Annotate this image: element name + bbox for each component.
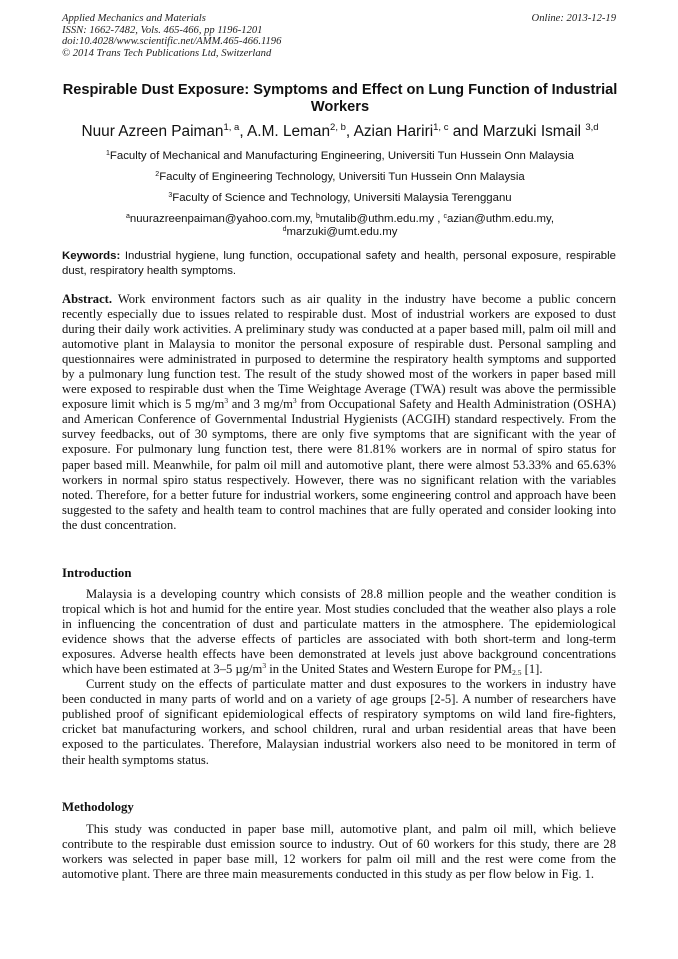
methodology-heading: Methodology bbox=[62, 800, 134, 814]
author-separator: , bbox=[239, 123, 248, 140]
introduction-heading: Introduction bbox=[62, 566, 132, 580]
abstract bbox=[62, 292, 616, 533]
citation: [1]. bbox=[521, 662, 543, 677]
abstract-text: from Occupational Safety and Health Administration (OSHA) and American Conference of Governmental Industrial Hygienists (ACGIH) standard respectively. From the survey feedbacks, out of 30 symptoms, there are only five symptoms that are significant with the year of exposure. For pulmonary lung function test, there were 81.81% workers are in normal of spiro status for paper based mill. Meanwhile, for palm oil mill and automotive plant, there were almost 53.33% and 65.63% workers in normal spiro status respectively. However, there was no significant relation with the variables noted. Therefore, for a better future for industrial workers, some engineering control and approach have been suggested to the safety and health team to control machines that are fully operated and consider looking into the dust concentration. bbox=[62, 397, 616, 532]
superscript: 3 bbox=[224, 396, 229, 406]
author-name: A.M. Leman bbox=[247, 123, 331, 140]
email-marker: d bbox=[282, 225, 287, 233]
keywords-label: Keywords: bbox=[62, 250, 121, 262]
paragraph-text: in the United States and Western Europe for PM bbox=[266, 662, 513, 677]
author-separator: and bbox=[448, 123, 483, 140]
author-name: Marzuki Ismail bbox=[482, 123, 586, 140]
affiliation-text: Faculty of Mechanical and Manufacturing Engineering, Universiti Tun Hussein Onn Malaysia bbox=[109, 150, 574, 162]
author-name: Nuur Azreen Paiman bbox=[81, 123, 224, 140]
affiliation-marker: 2 bbox=[155, 171, 160, 178]
affiliation-marker: 3 bbox=[168, 192, 173, 199]
author-name: Azian Hariri bbox=[353, 123, 434, 140]
keywords bbox=[62, 249, 616, 278]
author-affil-marker: 1, c bbox=[433, 122, 449, 133]
author-affil-marker: 2, b bbox=[330, 122, 346, 133]
paragraph: This study was conducted in paper base mill, automotive plant, and palm oil mill, which believe contribute to the respirable dust emission source to industry. Out of 60 workers for this study, there are 28 workers was selected in paper base mill, 12 workers for palm oil mill and the rest were come from the automotive plant. There are three main measurements conducted in this study as per flow below in Fig. 1. bbox=[62, 822, 616, 882]
paragraph bbox=[62, 587, 616, 677]
email-link[interactable]: mutalib@uthm.edu.my , bbox=[319, 213, 444, 225]
introduction-body bbox=[62, 587, 616, 768]
email-link[interactable]: nuurazreenpaiman@yahoo.com.my, bbox=[129, 213, 316, 225]
email-marker: a bbox=[125, 213, 130, 220]
abstract-text: Work environment factors such as air quality in the industry have become a public concern recently especially due to issues related to respirable dust. Most of industrial workers are exposed to dust during their daily work activities. A preliminary study was conducted at a paper based mill, palm oil mill and automotive plant in Malaysia to monitor the personal exposure of respirable dust. Personal sampling and questionnaires were administrated in purposed to determine the respiratory health symptoms and supported by a pulmonary lung function test. The result of the study showed most of the workers in paper based mill were exposed to respirable dust when the Time Weightage Average (TWA) result was above the permissible exposure limit which is 5 mg/m bbox=[62, 292, 616, 412]
affiliation-text: Faculty of Engineering Technology, Universiti Tun Hussein Onn Malaysia bbox=[159, 171, 525, 183]
author-separator: , bbox=[345, 123, 354, 140]
email-link[interactable]: azian@uthm.edu.my, bbox=[447, 213, 554, 225]
affiliation-marker: 1 bbox=[106, 150, 110, 157]
methodology-body bbox=[62, 822, 616, 882]
author-list bbox=[20, 123, 660, 141]
affiliation-2 bbox=[20, 171, 660, 184]
paragraph-text: Malaysia is a developing country which consists of 28.8 million people and the weather condition is tropical which is hot and humid for the entire year. Most studies concluded that the weather also plays a role in influencing the concentration of dust and particulate matters in the atmosphere. The epidemiological evidence shows that the adverse effects of particles are associated with both short-term and long-term exposures. Adverse health effects have been demonstrated at levels just above background concentrations which have been estimated at 3–5 µg/m bbox=[62, 587, 616, 677]
email-list bbox=[60, 213, 620, 238]
online-date: Online: 2013-12-19 bbox=[531, 13, 616, 24]
author-affil-marker: 3,d bbox=[585, 122, 599, 133]
email-link[interactable]: marzuki@umt.edu.my bbox=[286, 225, 398, 238]
journal-header bbox=[62, 13, 281, 59]
author-affil-marker: 1, a bbox=[223, 122, 240, 133]
superscript: 3 bbox=[292, 396, 297, 406]
copyright-line: © 2014 Trans Tech Publications Ltd, Switzerland bbox=[62, 47, 272, 59]
affiliation-text: Faculty of Science and Technology, Universiti Malaysia Terengganu bbox=[172, 192, 512, 204]
subscript: 2.5 bbox=[512, 668, 522, 678]
superscript: 3 bbox=[262, 661, 267, 671]
email-marker: c bbox=[443, 213, 448, 220]
affiliation-3 bbox=[20, 192, 660, 205]
abstract-label: Abstract. bbox=[62, 292, 113, 306]
paragraph: Current study on the effects of particulate matter and dust exposures to the workers in industry have been conducted in many parts of world and on a variety of age groups [2-5]. A number of researchers have published proof of significant epidemiological effects of respiratory symptoms on wild land fire-fighters, cricket bat manufacturing workers, and school children, rural and urban residential areas that have been exposed to the particulates. Therefore, Malaysian industrial workers also need to be monitored in term of their health symptoms status. bbox=[62, 677, 616, 767]
paper-title: Respirable Dust Exposure: Symptoms and Effect on Lung Function of Industrial Workers bbox=[62, 82, 618, 115]
journal-name: Applied Mechanics and Materials bbox=[62, 13, 206, 24]
keywords-text: Industrial hygiene, lung function, occupational safety and health, personal exposure, respirable dust, respiratory health symptoms. bbox=[62, 250, 616, 277]
abstract-text: and 3 mg/m bbox=[228, 397, 293, 412]
doi-line: doi:10.4028/www.scientific.net/AMM.465-466.1196 bbox=[62, 36, 282, 47]
issn-line: ISSN: 1662-7482, Vols. 465-466, pp 1196-1201 bbox=[62, 24, 263, 36]
email-marker: b bbox=[316, 213, 320, 220]
affiliation-1 bbox=[20, 150, 660, 163]
